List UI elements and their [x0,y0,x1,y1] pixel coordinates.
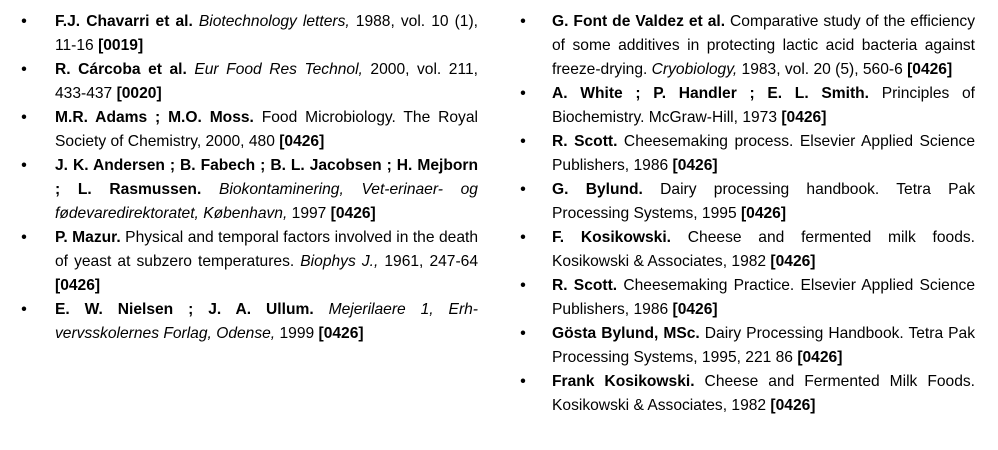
reference-text: Food Microbiology. The Royal Society of Chemistry, 2000, 480 [55,109,478,150]
reference-title: Biokontaminering, Vet-erinaer- og fødevaredirektoratet, København, [55,181,478,222]
reference-text: Dairy processing handbook. Tetra Pak Processing Systems, 1995 [552,181,976,222]
reference-code: [0426] [318,325,364,342]
reference-text: 1999 [275,325,319,342]
bullet-icon: • [21,109,27,126]
bullet-icon: • [520,85,526,102]
reference-text: 1983, vol. 20 (5), 560-6 [737,61,908,78]
reference-column-left [0,10,478,346]
reference-title: Biophys J., [300,253,379,270]
reference-text: Cheesemaking process. Elsevier Applied Science Publishers, 1986 [552,133,975,174]
reference-code: [0426] [672,157,718,174]
reference-text: 1997 [287,205,331,222]
reference-item [497,370,975,418]
reference-authors: F. Kosikowski. [552,229,672,246]
reference-code: [0426] [55,277,101,294]
reference-title: Biotechnology letters, [198,13,350,30]
reference-text: 2000, vol. 211, 433-437 [55,61,478,102]
reference-authors: R. Cárcoba et al. [55,61,187,78]
bullet-icon: • [520,13,526,30]
reference-code: [0426] [797,349,843,366]
reference-code: [0426] [330,205,376,222]
reference-authors: J. K. Andersen ; B. Fabech ; B. L. Jacobsen ; H. Mejborn ; L. Rasmussen. [55,157,478,198]
reference-item [0,10,478,58]
reference-item [0,58,478,106]
reference-item [497,274,975,322]
reference-authors: G. Font de Valdez et al. [552,13,726,30]
reference-text: Comparative study of the efficiency of some additives in protecting lactic acid bacteria against freeze-drying. [552,13,975,78]
reference-authors: F.J. Chavarri et al. [55,13,193,30]
reference-authors: Gösta Bylund, MSc. [552,325,700,342]
reference-text: Cheesemaking Practice. Elsevier Applied Science Publishers, 1986 [552,277,975,318]
reference-text: 1988, vol. 10 (1), 11-16 [55,13,479,54]
reference-column-right [497,10,975,418]
reference-authors: G. Bylund. [552,181,643,198]
reference-code: [0426] [279,133,325,150]
reference-title: Eur Food Res Technol, [194,61,363,78]
reference-item [0,226,478,298]
bullet-icon: • [520,277,526,294]
reference-item [497,178,975,226]
reference-list-left [0,10,478,346]
bullet-icon: • [520,133,526,150]
bullet-icon: • [520,325,526,342]
reference-item [0,106,478,154]
reference-text: 1961, 247-64 [378,253,479,270]
bullet-icon: • [520,229,526,246]
reference-authors: P. Mazur. [55,229,121,246]
bullet-icon: • [21,61,27,78]
reference-code: [0426] [740,205,787,222]
reference-code: [0019] [98,37,144,54]
bullet-icon: • [21,301,27,318]
reference-authors: M.R. Adams ; M.O. Moss. [55,109,254,126]
bullet-icon: • [21,157,27,174]
reference-item [497,10,975,82]
reference-authors: R. Scott. [552,133,618,150]
bullet-icon: • [21,13,27,30]
reference-text: Physical and temporal factors involved in the death of yeast at subzero temperatures. [55,229,478,270]
reference-item [497,82,975,130]
reference-text: Cheese and Fermented Milk Foods. Kosikowski & Associates, 1982 [552,373,975,414]
reference-code: [0426] [770,253,816,270]
reference-list-right [497,10,975,418]
reference-code: [0426] [781,109,827,126]
reference-item [497,130,975,178]
bullet-icon: • [520,373,526,390]
reference-item [497,322,975,370]
reference-authors: E. W. Nielsen ; J. A. Ullum. [55,301,314,318]
reference-code: [0426] [672,301,718,318]
reference-text: Principles of Biochemistry. McGraw-Hill, 1973 [552,85,975,126]
reference-code: [0426] [907,61,953,78]
reference-text: Dairy Processing Handbook. Tetra Pak Processing Systems, 1995, 221 86 [552,325,975,366]
reference-authors: Frank Kosikowski. [552,373,695,390]
reference-authors: A. White ; P. Handler ; E. L. Smith. [552,85,869,102]
reference-text [201,181,219,198]
reference-item [497,226,975,274]
reference-item [0,154,478,226]
reference-authors: R. Scott. [552,277,618,294]
reference-text: Cheese and fermented milk foods. Kosikowski & Associates, 1982 [552,229,975,270]
reference-code: [0426] [770,397,816,414]
reference-title: Mejerilaere 1, Erh-vervsskolernes Forlag, Odense, [55,301,478,342]
reference-title: Cryobiology, [651,61,738,78]
reference-item [0,298,478,346]
reference-text [314,301,329,318]
bullet-icon: • [520,181,526,198]
bullet-icon: • [21,229,27,246]
reference-code: [0020] [116,85,162,102]
